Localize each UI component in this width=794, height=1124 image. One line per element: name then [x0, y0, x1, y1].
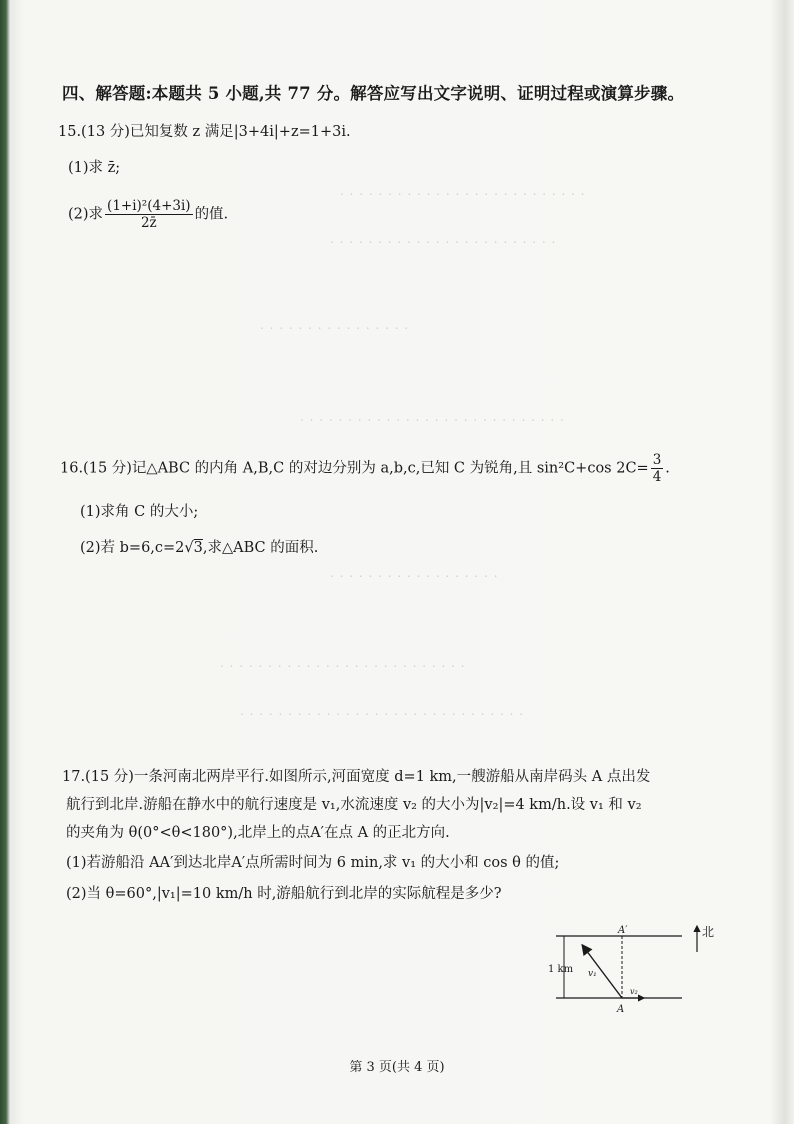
q15-stem: 15.(13 分)已知复数 z 满足|3+4i|+z=1+3i. [58, 124, 351, 140]
q15-fraction-denominator: 2z̄ [140, 215, 157, 231]
north-label: 北 [702, 925, 715, 939]
show-through-text: . . . . . . . . . . . . . . . . . . . . . . . . . . [340, 184, 586, 198]
q16-part1: (1)求角 C 的大小; [80, 504, 199, 520]
q16-stem [60, 452, 670, 485]
q17-part2: (2)当 θ=60°,|v₁|=10 km/h 时,游船航行到北岸的实际航程是多少? [66, 886, 502, 902]
river-figure [548, 918, 728, 1018]
show-through-text: . . . . . . . . . . . . . . . . . . . . . . . . . . . . . . [240, 704, 525, 718]
show-through-text: . . . . . . . . . . . . . . . . . . . . . . . . . . . . [300, 410, 565, 424]
q17-line3: 的夹角为 θ(0°<θ<180°),北岸上的点A′在点 A 的正北方向. [66, 825, 450, 841]
section-title: 四、解答题:本题共 5 小题,共 77 分。解答应写出文字说明、证明过程或演算步骤。 [62, 84, 685, 103]
q17-part1: (1)若游船沿 AA′到达北岸A′点所需时间为 6 min,求 v₁ 的大小和 cos θ 的值; [66, 855, 560, 871]
show-through-text: . . . . . . . . . . . . . . . . . . . . . . . . [330, 232, 557, 246]
point-a-label: A [617, 1004, 625, 1015]
point-a-prime-label: A′ [618, 925, 628, 936]
q17-line1: 17.(15 分)一条河南北两岸平行.如图所示,河面宽度 d=1 km,一艘游船从南岸码头 A 点出发 [62, 769, 651, 785]
q16-fraction-numerator: 3 [652, 452, 662, 468]
q16-part2 [80, 538, 318, 558]
q16-part2-sqrt: 3 [193, 540, 203, 556]
q16-stem-end: . [665, 460, 670, 477]
q16-fraction-denominator: 4 [652, 469, 662, 485]
page-footer: 第 3 页(共 4 页) [349, 1060, 445, 1075]
sqrt-sign: √ [184, 540, 194, 556]
q17-line2: 航行到北岸.游船在静水中的航行速度是 v₁,水流速度 v₂ 的大小为|v₂|=4 km/h.设 v₁ 和 v₂ [66, 797, 642, 813]
q15-fraction [105, 198, 193, 231]
q16-fraction [651, 452, 664, 485]
q15-part2-prefix: (2)求 [68, 206, 104, 223]
v1-label: v₁ [588, 969, 597, 979]
show-through-text: . . . . . . . . . . . . . . . . . . . . . . . . . . [220, 656, 466, 670]
q16-part2-a: (2)若 b=6,c=2 [80, 540, 185, 556]
show-through-text: . . . . . . . . . . . . . . . . . . [330, 566, 499, 580]
q16-part2-b: ,求△ABC 的面积. [202, 540, 319, 556]
width-label: 1 km [548, 964, 574, 975]
q16-stem-text: 16.(15 分)记△ABC 的内角 A,B,C 的对边分别为 a,b,c,已知 C 为锐角,且 sin²C+cos 2C= [60, 460, 649, 477]
q15-part2-suffix: 的值. [194, 206, 229, 223]
q15-part1: (1)求 z̄; [68, 160, 121, 176]
v2-label: v₂ [630, 987, 638, 996]
show-through-text: . . . . . . . . . . . . . . . . [260, 318, 410, 332]
q15-part2 [68, 198, 228, 231]
q15-fraction-numerator: (1+i)²(4+3i) [107, 198, 191, 214]
